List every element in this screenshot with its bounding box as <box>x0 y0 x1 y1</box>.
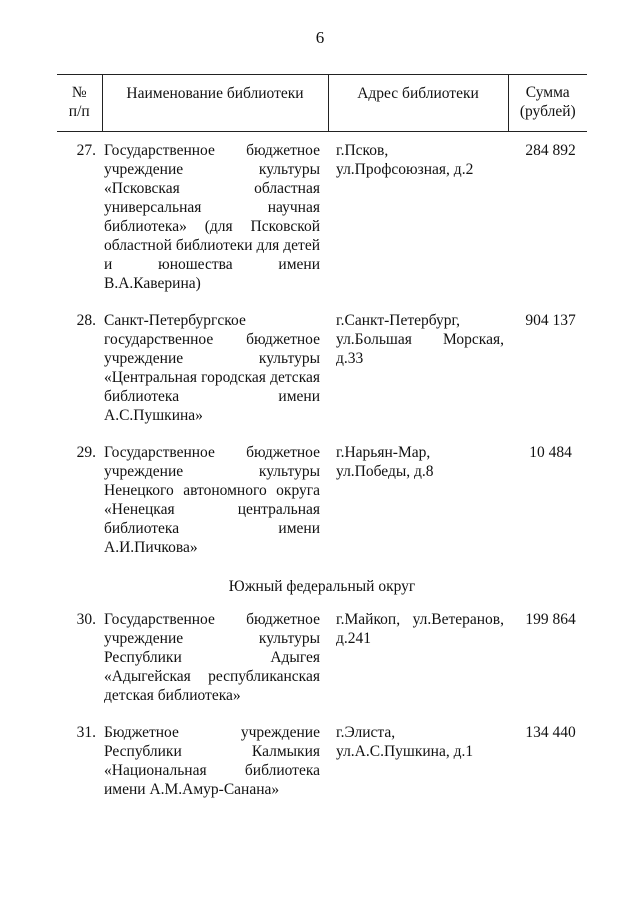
table-header <box>57 75 587 132</box>
amount: 10 484 <box>529 444 572 461</box>
region-row <box>57 575 587 610</box>
region-heading: Южный федеральный округ <box>228 578 416 595</box>
header-sum <box>508 75 587 132</box>
header-num-line1: № <box>71 84 87 101</box>
amount: 134 440 <box>525 724 576 741</box>
row-spacer <box>57 557 587 575</box>
row-spacer <box>57 425 587 443</box>
row-spacer <box>57 293 587 311</box>
library-address: г.Майкоп, ул.Ветеранов, д.241 <box>336 611 504 647</box>
table-row <box>57 723 587 799</box>
table-row <box>57 311 587 425</box>
row-number: 29. <box>76 444 96 461</box>
library-address: г.Нарьян-Мар, ул.Победы, д.8 <box>336 444 434 480</box>
library-address: г.Санкт-Петербург, ул.Большая Морская, д.33 <box>336 312 504 367</box>
table-row <box>57 443 587 557</box>
header-address: Адрес библиотеки <box>328 75 508 132</box>
library-address: г.Элиста, ул.А.С.Пушкина, д.1 <box>336 724 474 760</box>
header-sum-line2: (рублей) <box>519 103 576 120</box>
library-name: Санкт-Петербургское государственное бюджетное учреждение культуры «Центральная городская детская библиотека имени А.С.Пушкина» <box>104 312 320 424</box>
row-number: 27. <box>76 142 96 159</box>
amount: 904 137 <box>525 312 576 329</box>
library-funding-table <box>57 74 587 799</box>
library-name: Государственное бюджетное учреждение культуры Республики Адыгея «Адыгейская республиканская детская библиотека» <box>104 611 320 704</box>
header-name: Наименование библиотеки <box>102 75 328 132</box>
table-row <box>57 610 587 705</box>
row-number: 28. <box>76 312 96 329</box>
table-body <box>57 132 587 800</box>
header-sum-line1: Сумма <box>525 84 570 101</box>
library-name: Бюджетное учреждение Республики Калмыкия «Национальная библиотека имени А.М.Амур-Санана» <box>104 724 320 798</box>
amount: 199 864 <box>525 611 576 628</box>
row-number: 31. <box>76 724 96 741</box>
row-number: 30. <box>76 611 96 628</box>
library-table <box>57 74 587 799</box>
table-row <box>57 132 587 294</box>
amount: 284 892 <box>525 142 576 159</box>
header-num <box>57 75 102 132</box>
library-address: г.Псков, ул.Профсоюзная, д.2 <box>336 142 474 178</box>
library-name: Государственное бюджетное учреждение культуры Ненецкого автономного округа «Ненецкая центральная библиотека имени А.И.Пичкова» <box>104 444 320 556</box>
row-spacer <box>57 705 587 723</box>
page-number: 6 <box>315 28 325 47</box>
library-name: Государственное бюджетное учреждение культуры «Псковская областная универсальная научная библиотека» (для Псковской областной библиотеки для детей и юношества имени В.А.Каверина) <box>104 142 320 292</box>
header-num-line2: п/п <box>68 103 90 120</box>
